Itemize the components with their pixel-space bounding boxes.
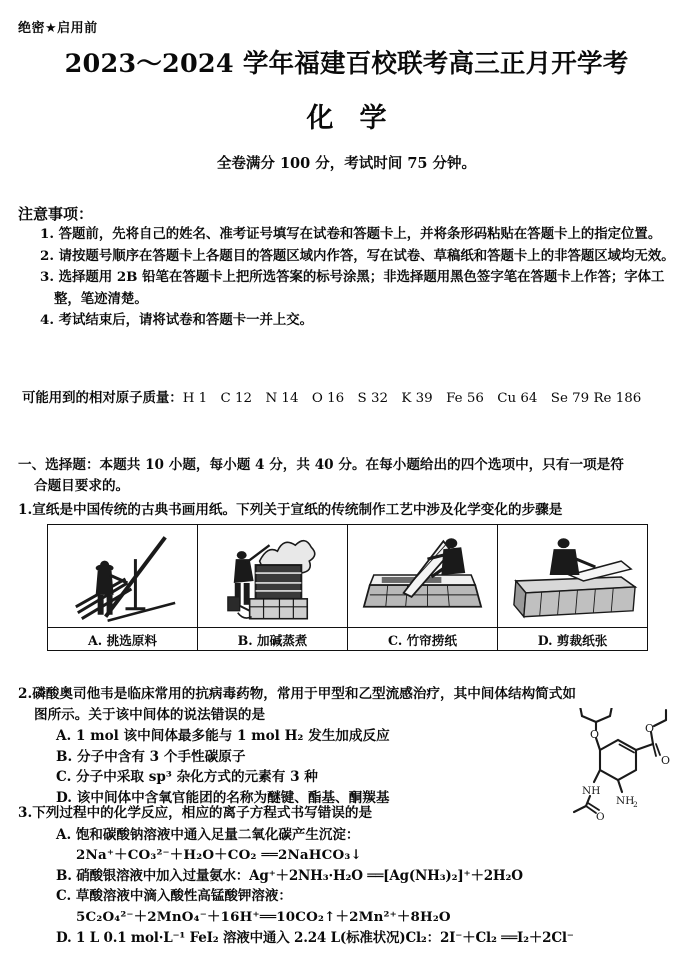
notices-list <box>40 224 680 332</box>
page-title: 2023～2024 学年福建百校联考高三正月开学考 <box>64 49 629 79</box>
svg-text:O: O <box>596 811 605 820</box>
question-3-text: 下列过程中的化学反应，相应的离子方程式书写错误的是 <box>32 805 373 821</box>
question-2-text1: 磷酸奥司他韦是临床常用的抗病毒药物，常用于甲型和乙型流感治疗，其中间体结构简式如 <box>32 686 576 702</box>
picture-cell-a[interactable] <box>48 525 198 628</box>
picture-label-b: B. 加碱蒸煮 <box>198 628 348 651</box>
question-3-stem <box>18 803 690 824</box>
question-3-number: 3. <box>18 805 33 821</box>
steaming-vat-with-alkali-icon <box>198 525 347 627</box>
svg-text:O: O <box>590 728 600 741</box>
picture-label-c: C. 竹帘捞纸 <box>348 628 498 651</box>
picture-cell-d[interactable] <box>498 525 648 628</box>
svg-text:O: O <box>661 754 671 767</box>
question-3-options <box>18 825 690 949</box>
question-3-option-c-label[interactable]: C. 草酸溶液中滴入酸性高锰酸钾溶液： <box>56 888 292 905</box>
question-3-option-d-label[interactable]: D. 1 L 0.1 mol·L⁻¹ FeI₂ 溶液中通入 2.24 L(标准状况)Cl₂：2I⁻＋Cl₂ ══I₂＋2Cl⁻ <box>56 929 574 946</box>
picture-label-d: D. 剪裁纸张 <box>498 628 648 651</box>
svg-text:NH: NH <box>582 785 601 797</box>
bamboo-screen-scooping-paper-icon <box>348 525 497 627</box>
question-1-number: 1. <box>18 502 33 518</box>
score-and-time-line: 全卷满分 100 分，考试时间 75 分钟。 <box>216 155 477 172</box>
picture-label-a: A. 挑选原料 <box>48 628 198 651</box>
notice-item: 1. 答题前，先将自己的姓名、准考证号填写在试卷和答题卡上，并将条形码粘贴在答题卡上的指定位置。 <box>40 226 662 242</box>
section-one-heading <box>18 455 678 497</box>
atomic-mass-label: 可能用到的相对原子质量： <box>22 390 183 406</box>
question-3 <box>18 803 690 948</box>
svg-text:NH: NH <box>616 795 635 807</box>
svg-text:2: 2 <box>633 800 638 809</box>
notices-heading: 注意事项： <box>18 205 94 223</box>
notice-item: 3. 选择题用 2B 铅笔在答题卡上把所选答案的标号涂黑；非选择题用黑色签字笔在答题卡上作答；字体工整，笔迹清楚。 <box>40 269 665 307</box>
table-row-pictures <box>48 525 648 628</box>
worker-sorting-raw-material-icon <box>48 525 197 627</box>
notice-item: 2. 请按题号顺序在答题卡上各题目的答题区域内作答，写在试卷、草稿纸和答题卡上的非答题区域均无效。 <box>40 247 675 264</box>
notice-item: 4. 考试结束后，请将试卷和答题卡一并上交。 <box>40 312 314 328</box>
question-2-stem-line1 <box>18 684 678 705</box>
question-2-stem-line2: 图所示。关于该中间体的说法错误的是 <box>34 706 266 723</box>
svg-text:O: O <box>645 722 655 735</box>
cutting-paper-sheets-icon <box>498 525 647 627</box>
question-1-text: 宣纸是中国传统的古典书画用纸。下列关于宣纸的传统制作工艺中涉及化学变化的步骤是 <box>32 502 563 518</box>
section-one-line2: 合题目要求的。 <box>34 478 130 494</box>
question-2-option-b[interactable]: B. 分子中含有 3 个手性碳原子 <box>56 748 246 765</box>
question-2-option-a[interactable]: A. 1 mol 该中间体最多能与 1 mol H₂ 发生加成反应 <box>56 728 390 744</box>
question-2-number: 2. <box>18 686 33 702</box>
question-3-option-b-label[interactable]: B. 硝酸银溶液中加入过量氨水：Ag⁺＋2NH₃·H₂O ══[Ag(NH₃)₂]⁺＋2H₂O <box>56 867 523 884</box>
question-1-picture-table <box>47 524 648 651</box>
secrecy-label: 绝密★启用前 <box>18 21 98 36</box>
question-2-option-d[interactable]: D. 该中间体中含氧官能团的名称为醚键、酯基、酮羰基 <box>56 789 390 806</box>
question-3-option-a-equation: 2Na⁺＋CO₃²⁻＋H₂O＋CO₂ ══2NaHCO₃↓ <box>76 847 362 864</box>
question-3-option-a-label[interactable]: A. 饱和碳酸钠溶液中通入足量二氧化碳产生沉淀： <box>56 826 360 843</box>
section-one-line1: 一、选择题：本题共 10 小题，每小题 4 分，共 40 分。在每小题给出的四个选项中，只有一项是符 <box>18 457 624 473</box>
relative-atomic-mass-line <box>22 388 687 409</box>
question-1-stem <box>18 498 683 518</box>
picture-cell-c[interactable] <box>348 525 498 628</box>
table-row-labels <box>48 628 648 651</box>
question-3-option-c-equation: 5C₂O₄²⁻＋2MnO₄⁻＋16H⁺══10CO₂↑＋2Mn²⁺＋8H₂O <box>76 908 451 925</box>
subject-title: 化学 <box>306 103 413 134</box>
question-2-option-c[interactable]: C. 分子中采取 sp³ 杂化方式的元素有 3 种 <box>56 769 318 785</box>
atomic-mass-values: H 1 C 12 N 14 O 16 S 32 K 39 Fe 56 Cu 64 Se 79 Re 186 <box>182 391 642 406</box>
picture-cell-b[interactable] <box>198 525 348 628</box>
